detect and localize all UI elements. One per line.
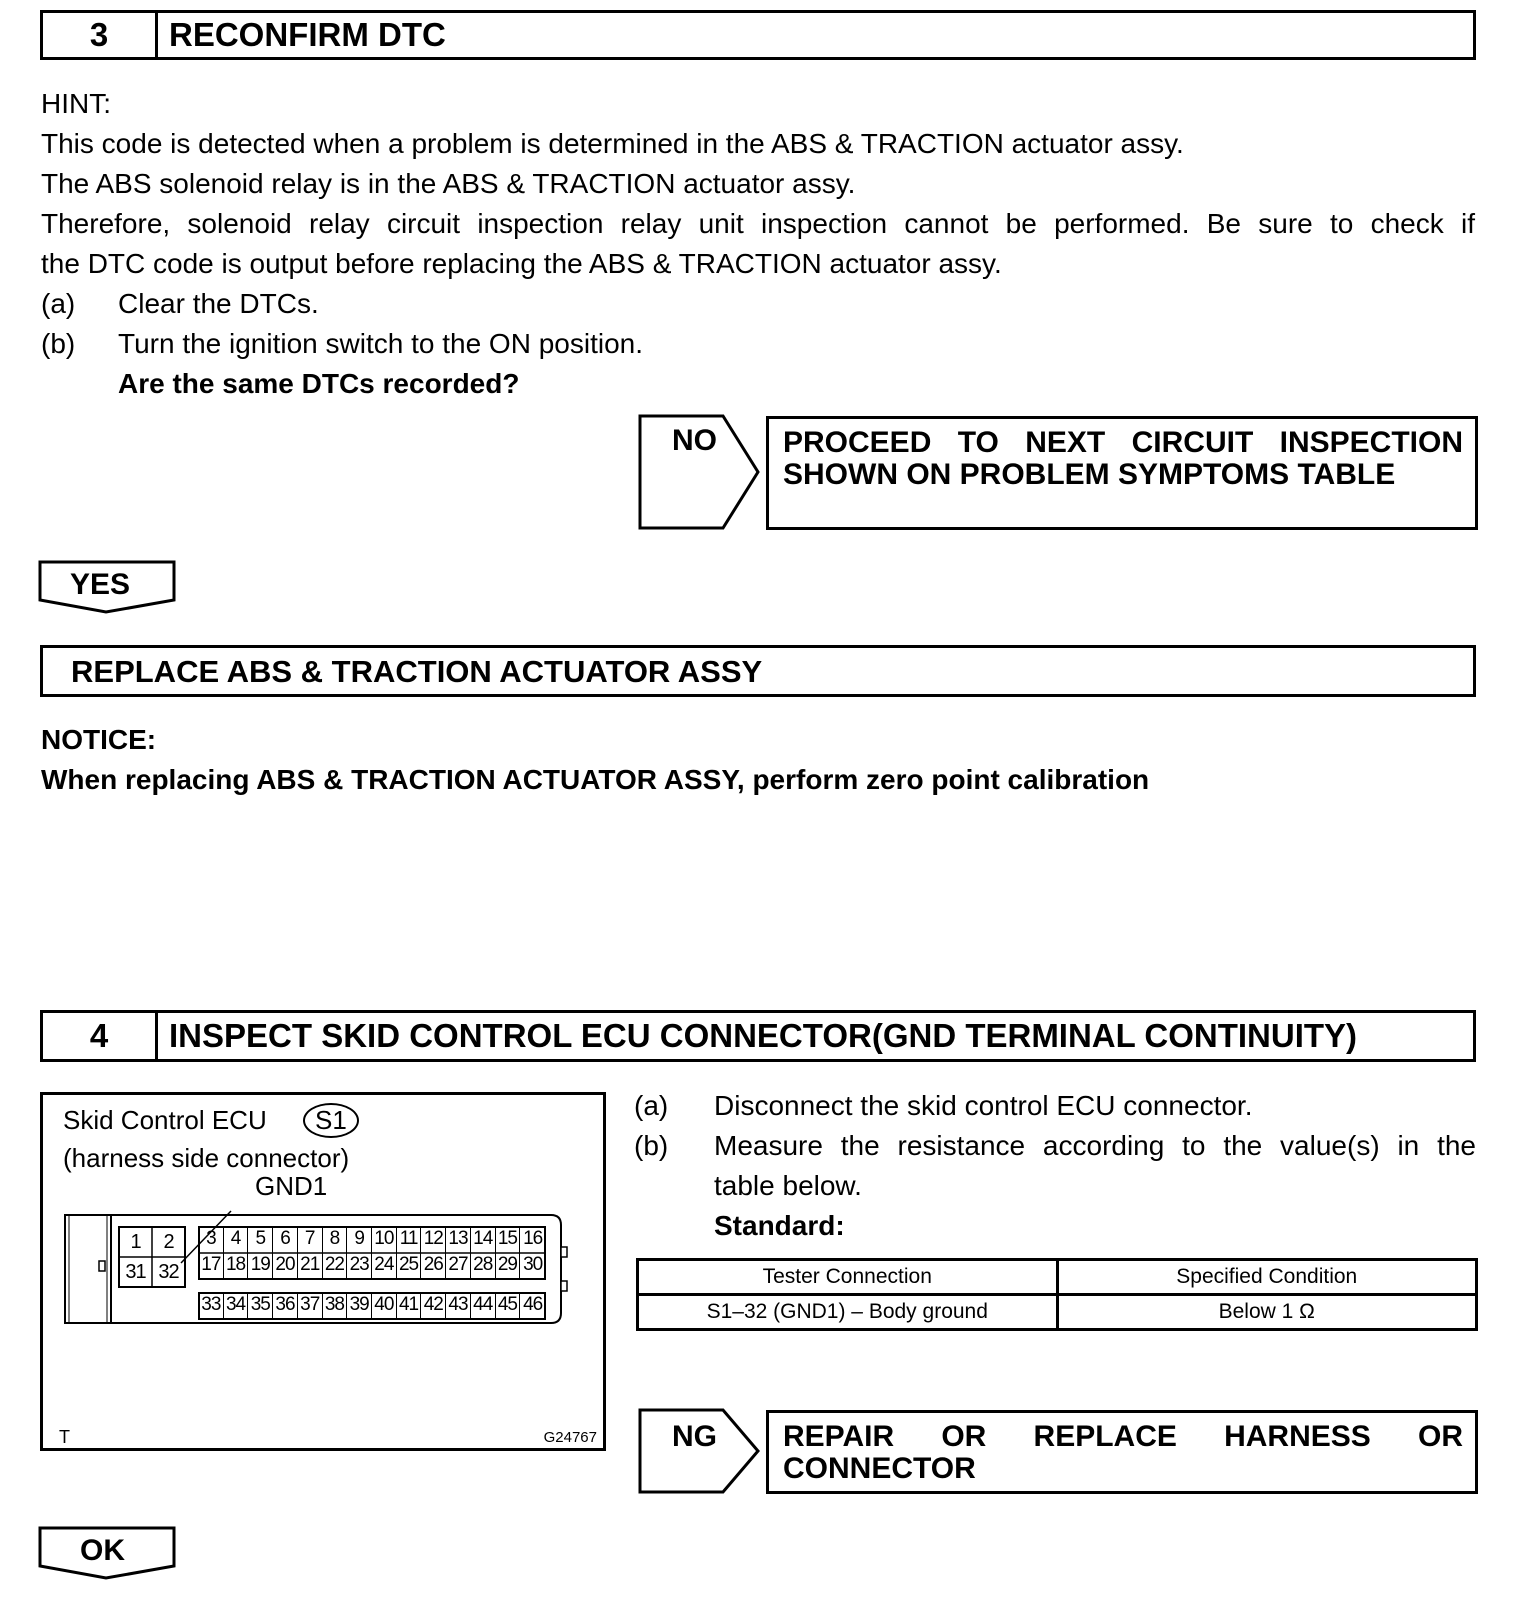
question-text: Are the same DTCs recorded? <box>118 368 520 399</box>
pin-label: 16 <box>523 1228 543 1249</box>
pin-label: 37 <box>298 1294 323 1320</box>
step-label: (a) <box>634 1090 669 1121</box>
step-title: RECONFIRM DTC <box>169 16 446 53</box>
replace-box <box>40 645 1476 697</box>
step-title: INSPECT SKID CONTROL ECU CONNECTOR(GND TERMINAL CONTINUITY) <box>169 1017 1358 1054</box>
pin-label: 25 <box>397 1254 422 1280</box>
hint-line: The ABS solenoid relay is in the ABS & TRACTION actuator assy. <box>41 168 856 199</box>
connector-figure <box>40 1092 606 1451</box>
step-label: (b) <box>634 1130 669 1161</box>
hint-line: This code is detected when a problem is determined in the ABS & TRACTION actuator assy. <box>41 128 1184 159</box>
yes-label: YES <box>70 568 131 601</box>
pin-label: 34 <box>224 1294 249 1320</box>
connector-id-badge: S1 <box>303 1103 359 1138</box>
pin-label: 15 <box>496 1228 521 1254</box>
replace-title: REPLACE ABS & TRACTION ACTUATOR ASSY <box>71 654 763 689</box>
pin-label: 10 <box>372 1228 397 1254</box>
pin-label: 11 <box>397 1228 422 1254</box>
pin-label: 4 <box>224 1228 249 1254</box>
pin-label: 45 <box>496 1294 521 1320</box>
pin-label: 6 <box>273 1228 298 1254</box>
pin-label: 22 <box>323 1254 348 1280</box>
table-cell: S1–32 (GND1) – Body ground <box>638 1295 1058 1330</box>
figure-title: Skid Control ECU <box>63 1105 267 1135</box>
ng-label: NG <box>672 1420 717 1453</box>
no-result-box <box>766 416 1478 530</box>
standard-table <box>636 1258 1478 1331</box>
standard-label: Standard: <box>714 1210 845 1241</box>
pin-label: 44 <box>471 1294 496 1320</box>
pin-label: 8 <box>323 1228 348 1254</box>
pin-label: 9 <box>347 1228 372 1254</box>
pin-label: 35 <box>248 1294 273 1320</box>
step-label: (b) <box>41 328 76 359</box>
gnd1-label: GND1 <box>255 1171 328 1201</box>
pin-label: 43 <box>446 1294 471 1320</box>
step-text: Turn the ignition switch to the ON position. <box>118 328 643 359</box>
step-text: Clear the DTCs. <box>118 288 319 319</box>
pin-label: 26 <box>421 1254 446 1280</box>
pin-label: 19 <box>248 1254 273 1280</box>
pin-label: 40 <box>372 1294 397 1320</box>
pin-label: 3 <box>199 1228 224 1254</box>
pin-label: 1 <box>130 1231 141 1253</box>
step-label: (a) <box>41 288 76 319</box>
no-label: NO <box>672 424 717 457</box>
step-number: 4 <box>43 1013 158 1059</box>
ng-result-line: CONNECTOR <box>783 1452 976 1485</box>
pin-label: 33 <box>199 1294 224 1320</box>
ng-result-box <box>766 1410 1478 1494</box>
pin-label: 38 <box>323 1294 348 1320</box>
hint-line: the DTC code is output before replacing the ABS & TRACTION actuator assy. <box>41 248 1002 279</box>
pin-label: 20 <box>273 1254 298 1280</box>
step-text: Measure the resistance according to the value(s) in the <box>714 1130 1476 1161</box>
pin-label: 17 <box>199 1254 224 1280</box>
table-header-row <box>638 1260 1477 1295</box>
pin-label: 29 <box>496 1254 521 1280</box>
pin-label: 31 <box>125 1261 146 1283</box>
step-4-header <box>40 1010 1476 1062</box>
pin-label: 27 <box>446 1254 471 1280</box>
pin-label: 24 <box>372 1254 397 1280</box>
step-text: table below. <box>714 1170 862 1201</box>
pin-label: 13 <box>446 1228 471 1254</box>
pin-label: 41 <box>397 1294 422 1320</box>
figure-id: G24767 <box>543 1429 597 1446</box>
pin-label: 12 <box>421 1228 446 1254</box>
pin-label: 5 <box>248 1228 273 1254</box>
pin-label: 18 <box>224 1254 249 1280</box>
step-text: Disconnect the skid control ECU connector. <box>714 1090 1253 1121</box>
hint-label: HINT: <box>41 88 111 119</box>
notice-label: NOTICE: <box>41 724 157 755</box>
no-result-line: SHOWN ON PROBLEM SYMPTOMS TABLE <box>783 458 1396 491</box>
ok-label: OK <box>80 1534 125 1567</box>
pin-label: 14 <box>471 1228 496 1254</box>
pin-label: 32 <box>158 1261 179 1283</box>
notice-text: When replacing ABS & TRACTION ACTUATOR ASSY, perform zero point calibration <box>41 764 1150 795</box>
figure-subtitle: (harness side connector) <box>63 1143 350 1173</box>
step-number: 3 <box>43 13 158 57</box>
pin-label: 23 <box>347 1254 372 1280</box>
table-row <box>638 1295 1477 1330</box>
table-header: Specified Condition <box>1057 1260 1477 1295</box>
pin-label: 39 <box>347 1294 372 1320</box>
pin-label: 21 <box>298 1254 323 1280</box>
figure-corner-left: T <box>59 1427 70 1447</box>
pin-label: 28 <box>471 1254 496 1280</box>
hint-line: Therefore, solenoid relay circuit inspection relay unit inspection cannot be performed. Be sure to check if <box>41 208 1475 239</box>
pin-label: 36 <box>273 1294 298 1320</box>
ng-result-line: REPAIR OR REPLACE HARNESS OR <box>783 1420 1463 1453</box>
no-result-line: PROCEED TO NEXT CIRCUIT INSPECTION <box>783 426 1463 459</box>
step-3-header <box>40 10 1476 60</box>
table-header: Tester Connection <box>638 1260 1058 1295</box>
pin-label: 46 <box>523 1294 543 1315</box>
pin-label: 42 <box>421 1294 446 1320</box>
pin-label: 30 <box>523 1254 543 1275</box>
table-cell: Below 1 Ω <box>1057 1295 1477 1330</box>
pin-label: 7 <box>298 1228 323 1254</box>
pin-label: 2 <box>163 1231 174 1253</box>
